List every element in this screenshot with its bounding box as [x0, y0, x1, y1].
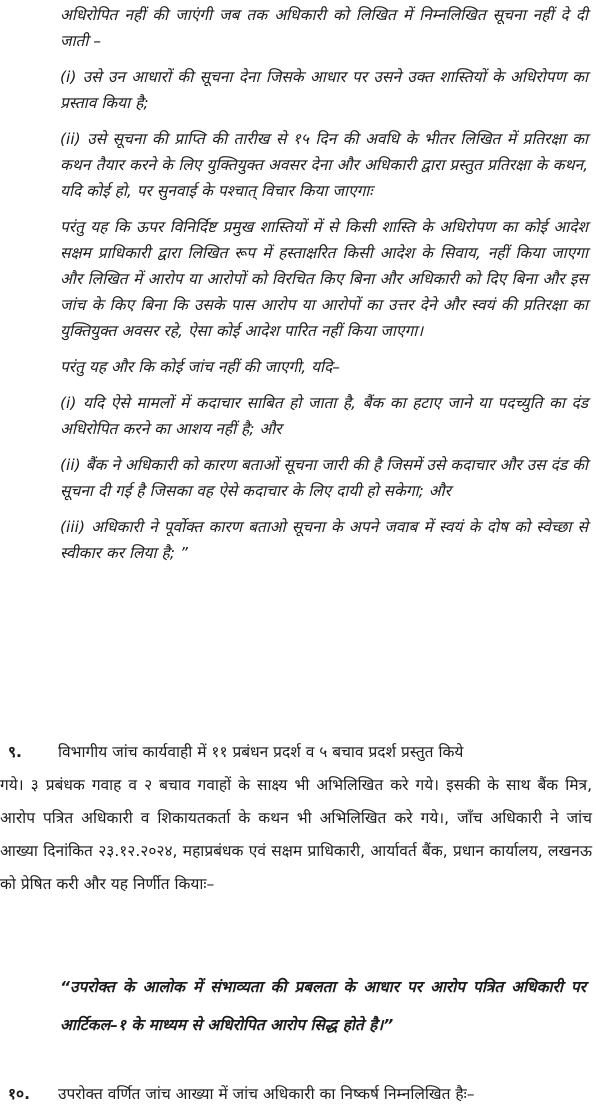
- quote-sub-item-i: (i) यदि ऐसे मामलों में कदाचार साबित हो जाता है, बैंक का हटाए जाने या पदच्युति का दंड अधिरोपित करने का आशय नहीं है; और: [60, 394, 588, 438]
- quote-sub-item-iii: (iii) अधिकारी ने पूर्वोक्त कारण बताओ सूचना के अपने जवाब में स्वयं के दोष को स्वेच्छा से स्वीकार कर लिया है; ”: [60, 518, 588, 562]
- quote-sub-item-ii: (ii) बैंक ने अधिकारी को कारण बताओं सूचना जारी की है जिसमें उसे कदाचार और उस दंड की सूचना दी गई है जिसका वह ऐसे कदाचार के लिए दायी हो सकेगा; और: [60, 456, 588, 500]
- paragraph-10-body: उपरोक्त वर्णित जांच आख्या में जांच अधिकारी का निष्कर्ष निम्नलिखित हैः–: [58, 1085, 475, 1103]
- quote-proviso-1: परंतु यह कि ऊपर विनिर्दिष्ट प्रमुख शास्तियों में से किसी शास्ति के अधिरोपण का कोई आदेश सक्षम प्राधिकारी द्वारा लिखित रूप में हस्ताक्षरित किसी आदेश के सिवाय, नहीं किया जाएगा और लिखित में आरोप या आरोपों को विरचित किए बिना और अधिकारी को दिए बिना और इस जांच के किए बिना कि उसके पास आरोप या आरोपों का उत्तर देने और स्वयं की प्रतिरक्षा का युक्तियुक्त अवसर रहे, ऐसा कोई आदेश पारित नहीं किया जाएगा।: [60, 218, 588, 340]
- paragraph-9-continuation: गये। ३ प्रबंधक गवाह व २ बचाव गवाहों के साक्ष्य भी अभिलिखित करे गये। इसकी के साथ बैंक मित्र, आरोप पत्रित अधिकारी व शिकायतकर्ता के कथन भी अभिलिखित करे गये।, जाँच अधिकारी ने जांच आख्या दिनांकित २३.१२.२०२४, महाप्रबंधक एवं सक्षम प्राधिकारी, आर्यावर्त बैंक, प्रधान कार्यालय, लखनऊ को प्रेषित करी और यह निर्णीत कियाः–: [0, 776, 592, 893]
- paragraph-9-body: [0, 736, 592, 901]
- quoted-rule-block: [60, 2, 588, 576]
- paragraph-9-first-line: विभागीय जांच कार्यवाही में ११ प्रबंधन प्रदर्श व ५ बचाव प्रदर्श प्रस्तुत किये: [58, 743, 464, 761]
- paragraph-10: [0, 1078, 592, 1111]
- paragraph-10-number: १०.: [8, 1085, 31, 1103]
- quote-intro: अधिरोपित नहीं की जाएंगी जब तक अधिकारी को लिखित में निम्नलिखित सूचना नहीं दे दी जाती –: [60, 6, 588, 50]
- paragraph-9-number: ९.: [8, 743, 22, 761]
- quote-item-i: (i) उसे उन आधारों की सूचना देना जिसके आधार पर उसने उक्त शास्तियों के अधिरोपण का प्रस्ताव किया है;: [60, 68, 588, 112]
- paragraph-9: [0, 736, 592, 901]
- quote-proviso-2: परंतु यह और कि कोई जांच नहीं की जाएगी, यदि–: [60, 358, 341, 376]
- inquiry-finding-quote: “उपरोक्त के आलोक में संभाव्यता की प्रबलता के आधार पर आरोप पत्रित अधिकारी पर आर्टिकल–१ के माध्यम से अधिरोपित आरोप सिद्ध होते है।”: [60, 978, 586, 1034]
- quote-item-ii: (ii) उसे सूचना की प्राप्ति की तारीख से १५ दिन की अवधि के भीतर लिखित में प्रतिरक्षा का कथन तैयार करने के लिए युक्तियुक्त अवसर देना और अधिकारी द्वारा प्रस्तुत प्रतिरक्षा के कथन, यदि कोई हो, पर सुनवाई के पश्चात् विचार किया जाएगाः: [60, 130, 588, 200]
